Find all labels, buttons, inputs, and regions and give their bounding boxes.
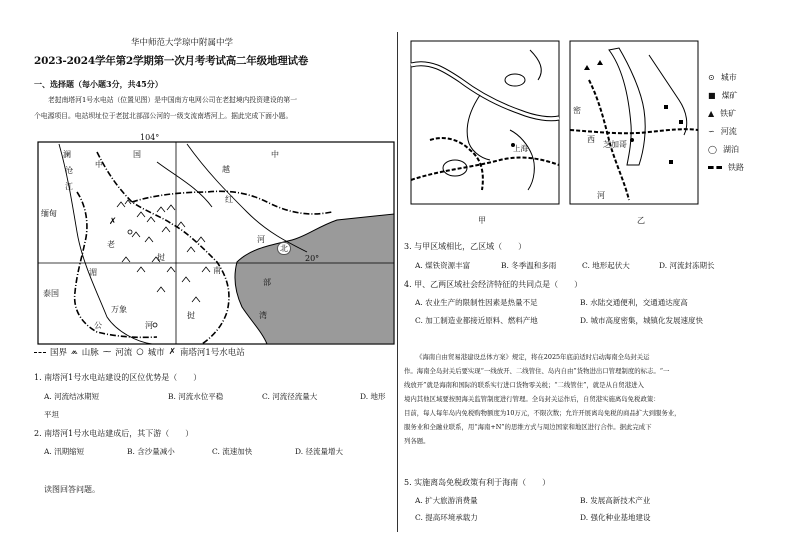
map-jia-svg — [410, 40, 560, 205]
q1-option-d[interactable]: D. 地形 — [360, 392, 386, 401]
q3-option-b[interactable]: B. 冬季温和多雨 — [501, 261, 557, 270]
question-1: 1. 南塔河1号水电站建设的区位优势是（ ） — [34, 373, 202, 382]
map-label-guo-1: 国 — [133, 150, 141, 159]
border-legend-icon — [34, 352, 46, 353]
map-yi-svg — [569, 40, 699, 205]
legend-iron-text: 铁矿 — [720, 108, 737, 118]
map-label-he: 河 — [145, 321, 153, 330]
map-jia-label-shanghai: 上海 — [513, 144, 528, 153]
map-jia-caption: 甲 — [478, 216, 486, 225]
map-legend — [708, 68, 744, 176]
para-line-7: 列各题。 — [404, 437, 430, 445]
legend-mountain-label: 山脉 — [81, 348, 99, 358]
map-label-thailand: 泰国 — [43, 289, 59, 298]
map-label-bei: 北 — [277, 242, 291, 255]
question-2: 2. 南塔河1号水电站建成后，其下游（ ） — [34, 429, 194, 438]
legend-city — [708, 68, 744, 86]
legend-border-label: 国界 — [50, 348, 68, 358]
railway-icon — [708, 166, 722, 169]
legend-iron — [708, 104, 744, 122]
section-heading: 一、选择题（每小题3分，共45分） — [34, 79, 163, 89]
q2-option-a[interactable]: A. 汛期缩短 — [44, 447, 85, 456]
map-label-wo: 挝 — [157, 253, 165, 262]
map-label-gong: 公 — [94, 321, 102, 330]
map-label-myanmar: 缅甸 — [41, 209, 57, 218]
q2-option-d[interactable]: D. 径流量增大 — [295, 447, 344, 456]
legend-river — [708, 122, 744, 140]
map-label-vientiane: 万象 — [111, 305, 127, 314]
legend-coal — [708, 86, 744, 104]
q5-option-a[interactable]: A. 扩大旅游消费量 — [415, 496, 478, 505]
map-label-lao: 老 — [107, 240, 115, 249]
question-4: 4. 甲、乙两区域社会经济特征的共同点是（ ） — [404, 280, 583, 289]
question-5: 5. 实施离岛免税政策有利于海南（ ） — [404, 478, 551, 487]
map-yi — [569, 40, 699, 205]
intro-line-1: 老挝南塔河1号水电站（位置见图）是中国南方电网公司在老挝境内投资建设的第一 — [48, 96, 298, 104]
svg-text:✗: ✗ — [109, 217, 117, 227]
river-icon: ∽ — [708, 126, 715, 136]
map-label-zhong-2: 中 — [271, 150, 279, 159]
legend-river-text: 河流 — [720, 126, 737, 136]
q4-option-b[interactable]: B. 水陆交通便利，交通通达度高 — [580, 298, 688, 307]
map-label-longitude: 104° — [140, 133, 160, 142]
q3-option-c[interactable]: C. 地形起伏大 — [582, 261, 630, 270]
q5-option-c[interactable]: C. 提高环境承载力 — [415, 513, 478, 522]
legend-city-label: 城市 — [147, 348, 165, 358]
laos-map — [37, 132, 395, 345]
column-divider — [397, 32, 398, 532]
lake-icon: ◯ — [708, 144, 717, 154]
map-label-he-2: 河 — [257, 235, 265, 244]
legend-lake — [708, 140, 744, 158]
para-line-1: 《海南自由贸易港建设总体方案》规定，将在2025年底前适时启动海南全岛封关运 — [416, 353, 650, 361]
legend-coal-text: 煤矿 — [721, 90, 738, 100]
map-jia — [410, 40, 560, 205]
q4-option-c[interactable]: C. 加工制造业都接近原料、燃料产地 — [415, 316, 538, 325]
exam-title: 2023-2024学年第2学期第一次月考考试高二年级地理试卷 — [34, 55, 309, 67]
map-label-lan: 澜 — [63, 150, 71, 159]
para-line-4: 境内其他区域要按照海关监管制度进行管理。全岛封关运作后，自贸港实施离岛免税政策： — [404, 395, 660, 403]
read-map-instruction: 读图回答问题。 — [44, 485, 100, 494]
laos-map-svg — [37, 132, 395, 345]
q4-option-d[interactable]: D. 城市高度密集，城镇化发展速度快 — [580, 316, 704, 325]
map-label-cang: 沧 — [65, 166, 73, 175]
para-line-2: 作。海南全岛封关后要实现“一线放开、二线管住、岛内自由”货物进出口管理制度的标志。“一 — [404, 367, 670, 375]
river-legend-icon: ⁓ — [102, 347, 112, 357]
map-label-wan: 湾 — [259, 311, 267, 320]
para-line-3: 线放开”就是海南和国际的联系实行进口货物零关税；“二线管住”，就是从自贸港进入 — [404, 381, 644, 389]
q1-option-b[interactable]: B. 河流水位平稳 — [168, 392, 224, 401]
hainan-paragraph — [404, 350, 779, 448]
map-label-wo-2: 挝 — [187, 311, 195, 320]
q1-option-a[interactable]: A. 河流结冰期短 — [44, 392, 100, 401]
q2-option-c[interactable]: C. 流速加快 — [212, 447, 253, 456]
coal-icon: ■ — [708, 90, 716, 100]
iron-icon: ▲ — [708, 108, 715, 118]
legend-dam-label: 南塔河1号水电站 — [179, 348, 245, 358]
mountain-legend-icon: ⩕ — [71, 347, 78, 357]
para-line-6: 服务业和全融业联系，用“海南+N”的思维方式与周边国家和地区进行合作。据此完成下 — [404, 423, 652, 431]
city-icon: ⊙ — [708, 72, 715, 82]
map-label-latitude: 20° — [305, 254, 320, 263]
laos-map-legend — [34, 346, 245, 358]
map-label-nan: 南 — [213, 266, 221, 275]
intro-line-2: 个电源项目。电站坝址位于老挝北部邵公河的一级支流南塔河上。据此完成下面小题。 — [34, 112, 293, 120]
legend-railway — [708, 158, 744, 176]
q1-option-c[interactable]: C. 河流径流量大 — [262, 392, 318, 401]
q4-option-a[interactable]: A. 农业生产的限制性因素是热量不足 — [415, 298, 538, 307]
legend-city-text: 城市 — [720, 72, 737, 82]
legend-lake-text: 湖泊 — [722, 144, 739, 154]
map-label-zhong-1: 中 — [95, 160, 103, 169]
map-label-yue: 越 — [222, 165, 230, 174]
map-yi-label-mi: 密 — [573, 106, 581, 115]
map-label-hong: 红 — [225, 195, 233, 204]
q2-option-b[interactable]: B. 含沙量减小 — [127, 447, 175, 456]
q5-option-d[interactable]: D. 强化种业基地建设 — [580, 513, 651, 522]
school-name: 华中师范大学琼中附属中学 — [131, 38, 234, 48]
map-label-bu: 部 — [263, 278, 271, 287]
map-yi-label-he: 河 — [597, 191, 605, 200]
question-3: 3. 与甲区域相比，乙区域（ ） — [404, 242, 527, 251]
q3-option-a[interactable]: A. 煤铁资源丰富 — [415, 261, 471, 270]
legend-railway-text: 铁路 — [728, 162, 744, 172]
map-label-mei: 湄 — [89, 268, 97, 277]
q5-option-b[interactable]: B. 发展高新技术产业 — [580, 496, 651, 505]
map-yi-caption: 乙 — [637, 216, 645, 225]
map-label-jiang: 江 — [65, 182, 73, 191]
dam-legend-icon: ✗ — [168, 347, 176, 357]
q3-option-d[interactable]: D. 河流封冻期长 — [659, 261, 715, 270]
map-yi-label-xi: 西 — [587, 135, 595, 144]
q1-option-d-cont: 平坦 — [44, 410, 59, 419]
map-yi-label-chicago: 芝加哥 — [603, 140, 627, 149]
legend-river-label: 河流 — [115, 348, 133, 358]
para-line-5: 目前，每人每年岛内免税购物额度为10万元，不限次数；允许开展离岛免税的商品扩大到服务业， — [404, 409, 681, 417]
city-legend-icon: ○ — [136, 347, 144, 357]
